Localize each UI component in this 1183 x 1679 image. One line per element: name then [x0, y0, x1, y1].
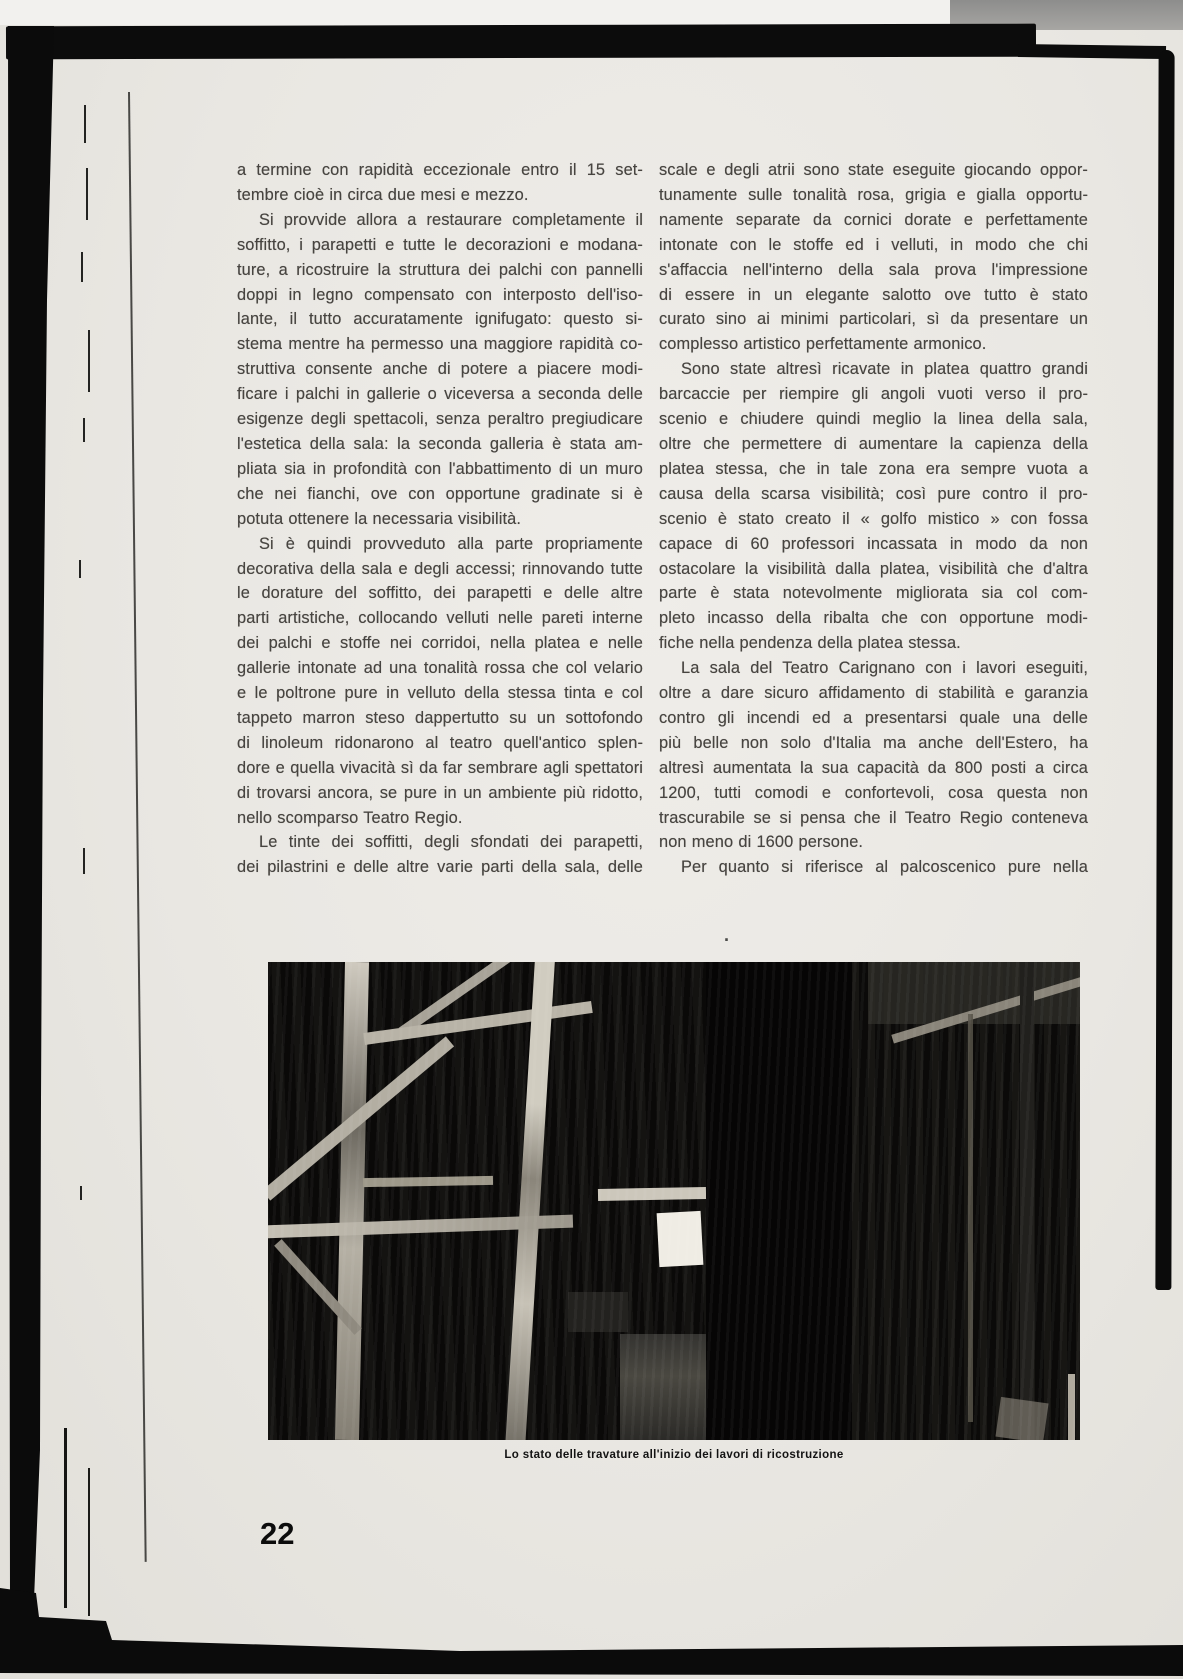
text-line: trascurabile se si pensa che il Teatro Regio conteneva [659, 808, 1088, 827]
text-line: dore e quella vivacità sì da far sembrare agli spettatori [237, 758, 643, 777]
text-line: namente separate da cornici dorate e perfettamente [659, 210, 1088, 229]
text-line: s'affaccia nell'interno della sala prova l'impressione [659, 260, 1088, 279]
text-line: scenio è stato creato il « golfo mistico » con fossa [659, 509, 1088, 528]
text-line: Si è quindi provveduto alla parte propriamente [259, 534, 643, 553]
text-line: tappeto marron steso dappertutto su un sottofondo [237, 708, 643, 727]
photo-beam [968, 1014, 973, 1422]
photo-beam [274, 1239, 362, 1335]
text-line: causa della scarsa visibilità; così pure contro il pro- [659, 484, 1088, 503]
text-line: pleto incasso della ribalta che con opportune modi- [659, 609, 1088, 628]
photo-beam [268, 1215, 573, 1239]
text-line: di trovarsi ancora, se pure in un ambiente più ridotto, [237, 783, 643, 802]
text-line: 1200, tutti comodi e confortevoli, cosa questa non [659, 783, 1088, 802]
photo-dark-column [706, 962, 852, 1440]
article-column-left [237, 158, 643, 880]
photo-beam [268, 1036, 454, 1200]
text-line: Le tinte dei soffitti, degli sfondati dei parapetti, [259, 833, 643, 852]
text-line: capace di 60 professori incassata in modo da non [659, 534, 1088, 553]
photo-beam [891, 973, 1080, 1043]
scan-top-black-band [6, 24, 1036, 60]
text-line: altresì aumentata la sua capacità da 800 posti a circa [659, 758, 1088, 777]
text-line: non meno di 1600 persone. [659, 833, 864, 852]
photo-right-texture [852, 962, 1080, 1440]
photo-light-patch [657, 1211, 704, 1267]
text-line: e le poltrone pure in velluto della stessa tinta e col [237, 684, 643, 703]
text-line: pliata sia in profondità con l'abbattimento di un muro [237, 459, 643, 478]
text-line: a termine con rapidità eccezionale entro il 15 set- [237, 161, 643, 179]
text-line: parte è stata notevolmente migliorata sia col com- [659, 584, 1088, 603]
photo-travature [268, 962, 1080, 1440]
text-line: soffitto, i parapetti e tutte le decorazioni e modana- [237, 235, 643, 254]
text-line: nello scomparso Teatro Regio. [237, 808, 463, 827]
article-column-right [659, 158, 1088, 880]
text-line: gallerie intonate ad una tonalità rossa che col velario [237, 659, 643, 678]
scan-right-edge-bar [1155, 50, 1174, 1290]
text-line: che nei fianchi, ove con opportune gradinate si è [237, 484, 643, 503]
photo-shadow-block [620, 1334, 708, 1440]
text-line: l'estetica della sala: la seconda galleria è stata am- [237, 434, 643, 453]
photo-beam [335, 962, 369, 1440]
scan-top-band-extension [1018, 44, 1166, 59]
text-line: Si provvide allora a restaurare completamente il [259, 210, 643, 229]
scan-margin-mark [80, 1186, 82, 1200]
text-line: di linoleum ridonarono al teatro quell'antico splen- [237, 733, 643, 752]
text-line: fiche nella pendenza della platea stessa. [659, 634, 961, 653]
text-line: ficare i palchi in gallerie o viceversa a seconda delle [237, 385, 643, 404]
text-line: struttiva consente anche di potere a piacere modi- [237, 360, 643, 379]
text-line: più belle non solo d'Italia ma anche dell'Estero, ha [659, 733, 1088, 752]
text-line: ture, a ricostruire la struttura dei palchi con pannelli [237, 260, 643, 279]
scan-margin-mark [88, 330, 90, 392]
text-line: doppi in legno compensato con interposto dell'iso- [237, 285, 643, 304]
scan-bottom-left-line [64, 1428, 67, 1608]
text-line: oltre a dare sicuro affidamento di stabilità e garanzia [659, 684, 1088, 703]
text-line: scale e degli atrii sono state eseguite giocando oppor- [659, 161, 1088, 179]
scan-bottom-left-line [88, 1468, 90, 1616]
photo-beam [363, 1001, 592, 1045]
text-line: scenio e chiudere quindi meglio la linea della sala, [659, 410, 1088, 429]
text-line: intonate con le stoffe ed i velluti, in modo che chi [659, 235, 1088, 254]
photo-beam [363, 1176, 493, 1187]
photo-beam [1020, 962, 1034, 1440]
scan-margin-mark [83, 418, 85, 442]
text-line: Per quanto si riferisce al palcoscenico pure nella [681, 858, 1088, 877]
photo-caption: Lo stato delle travature all'inizio dei lavori di ricostruzione [504, 1449, 844, 1461]
scan-page-crease-line [128, 92, 147, 1562]
text-line: oltre che permettere di aumentare la capienza della [659, 434, 1088, 453]
page-number: 22 [260, 1516, 295, 1551]
photo-beam [598, 1187, 706, 1201]
photo-left-texture [268, 962, 706, 1440]
text-line: dei pilastrini e delle altre varie parti della sala, delle [237, 858, 643, 877]
text-line: tunamente sulle tonalità rosa, grigia e gialla opportu- [659, 185, 1088, 204]
text-line: di essere in un elegante salotto ove tutto è stato [659, 285, 1088, 304]
text-line: ostacolare la visibilità dalla platea, visibilità che d'altra [659, 559, 1088, 578]
text-line: barcaccie per riempire gli angoli vuoti verso il pro- [659, 385, 1088, 404]
photo-light-patch [1068, 1374, 1075, 1440]
scan-margin-mark [84, 105, 86, 143]
text-line: dei palchi e stoffe nei corridoi, nella platea e nelle [237, 634, 643, 653]
text-line: parti artistiche, collocando velluti nelle pareti interne [237, 609, 643, 628]
photo-light-patch [995, 1397, 1048, 1440]
text-line: La sala del Teatro Carignano con i lavori eseguiti, [681, 659, 1088, 678]
text-line: le dorature del soffitto, dei parapetti e delle altre [237, 584, 643, 603]
photo-beam [399, 962, 528, 1036]
scan-margin-mark [81, 252, 83, 282]
text-line: esigenze degli spettacoli, senza peraltro pregiudicare [237, 410, 643, 429]
text-line: Sono state altresì ricavate in platea quattro grandi [681, 360, 1088, 379]
scan-margin-mark [86, 168, 88, 220]
text-line: lante, il tutto accuratamente ignifugato: questo si- [237, 310, 643, 329]
text-line: platea stessa, che in tale zona era sempre vuota a [659, 459, 1088, 478]
text-line: potuta ottenere la necessaria visibilità. [237, 509, 521, 528]
photo-shadow-block [568, 1292, 628, 1332]
photo-top-right-zone [868, 962, 1080, 1024]
text-line: decorativa della sala e degli accessi; rinnovando tutte [237, 559, 643, 578]
text-line: tembre cioè in circa due mesi e mezzo. [237, 185, 529, 204]
photo-beam [505, 962, 555, 1440]
text-line: curato sino ai minimi particolari, sì da presentare un [659, 310, 1088, 329]
stray-dot-mark: . [724, 925, 730, 945]
text-line: complesso artistico perfettamente armonico. [659, 335, 987, 354]
scan-margin-mark [83, 848, 85, 874]
scan-margin-mark [79, 560, 81, 578]
text-line: stema mentre ha permesso una maggiore rapidità co- [237, 335, 643, 354]
text-line: contro gli incendi ed a presentarsi quale una delle [659, 708, 1088, 727]
